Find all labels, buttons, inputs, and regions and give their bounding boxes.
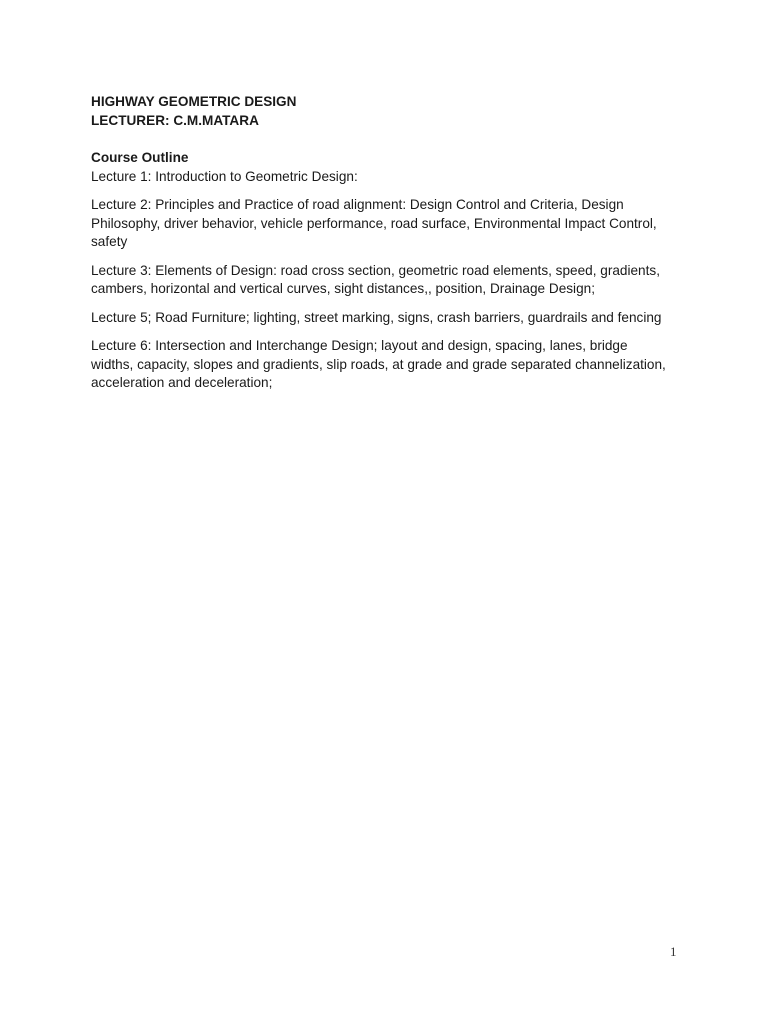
page-number: 1 xyxy=(670,944,677,959)
lecture-paragraph-2 xyxy=(91,196,691,252)
lecture-2-line-3: safety xyxy=(91,234,128,249)
document-body xyxy=(91,92,691,393)
lecturer-line: LECTURER: C.M.MATARA xyxy=(91,113,259,128)
lecture-paragraph-3 xyxy=(91,262,691,299)
lecture-paragraph-6 xyxy=(91,337,691,393)
lecture-6-line-2: widths, capacity, slopes and gradients, slip roads, at grade and grade separated channelization, xyxy=(91,356,666,372)
lecture-2-line-1: Lecture 2: Principles and Practice of road alignment: Design Control and Criteria, Design xyxy=(91,197,624,212)
lecture-3-line-1: Lecture 3: Elements of Design: road cross section, geometric road elements, speed, gradients, xyxy=(91,262,660,278)
lecture-6-line-1: Lecture 6: Intersection and Interchange Design; layout and design, spacing, lanes, bridge xyxy=(91,338,628,353)
document-title: HIGHWAY GEOMETRIC DESIGN xyxy=(91,94,297,109)
course-outline-heading: Course Outline xyxy=(91,150,189,165)
lecture-paragraph-1 xyxy=(91,168,691,187)
lecture-2-line-2: Philosophy, driver behavior, vehicle performance, road surface, Environmental Impact Control, xyxy=(91,215,657,231)
lecture-6-line-3: acceleration and deceleration; xyxy=(91,375,273,390)
lecture-paragraph-5 xyxy=(91,309,691,328)
lecture-1-line-1: Lecture 1: Introduction to Geometric Design: xyxy=(91,168,358,184)
lecture-5-line-1: Lecture 5; Road Furniture; lighting, street marking, signs, crash barriers, guardrails and fencing xyxy=(91,309,662,325)
lecture-3-line-2: cambers, horizontal and vertical curves, sight distances,, position, Drainage Design; xyxy=(91,281,595,296)
